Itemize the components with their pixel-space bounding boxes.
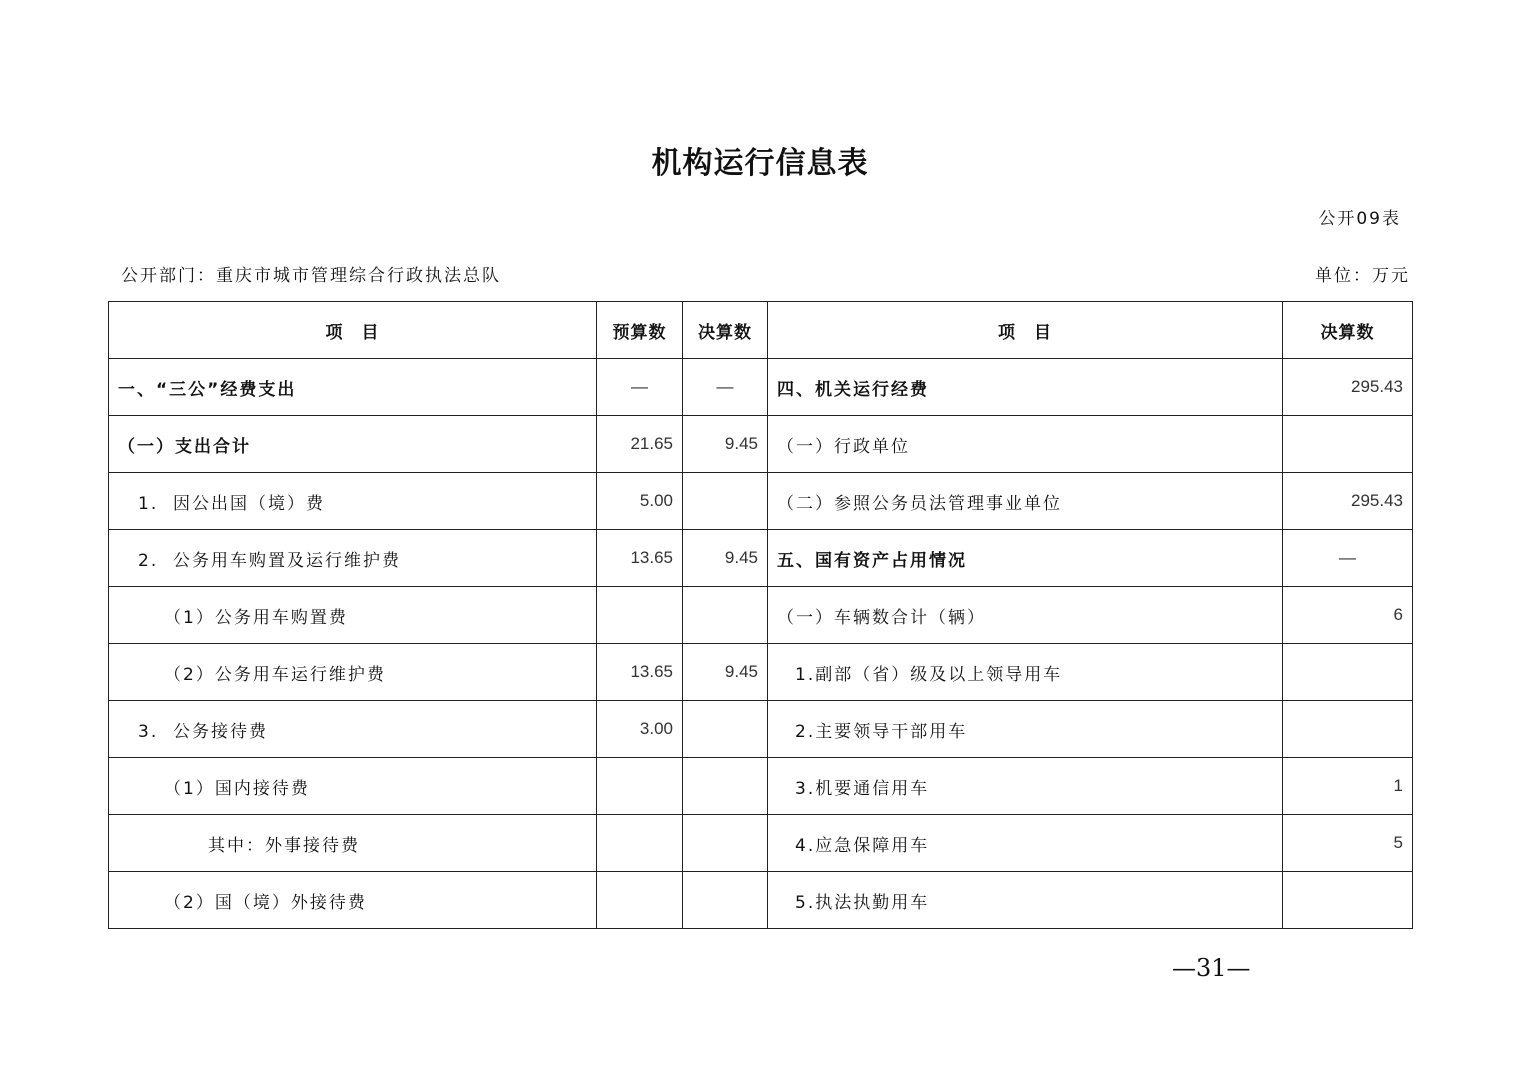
final-cell [683,587,768,644]
final-cell [683,701,768,758]
right-label: （一）行政单位 [768,416,1283,473]
row-label: （2）国（境）外接待费 [109,872,597,929]
right-label: 四、机关运行经费 [768,359,1283,416]
page-title: 机构运行信息表 [651,146,869,181]
final-cell: 9.45 [683,644,768,701]
header-final-left: 决算数 [683,302,768,359]
right-value-cell: 1 [1283,758,1413,815]
right-label: （二）参照公务员法管理事业单位 [768,473,1283,530]
budget-cell: 5.00 [597,473,683,530]
table-row [109,416,1413,473]
page-number: —31— [1172,954,1251,982]
right-value-cell: 295.43 [1283,473,1413,530]
row-label: （1）公务用车购置费 [109,587,597,644]
table-row [109,758,1413,815]
budget-cell [597,815,683,872]
row-label: （2）公务用车运行维护费 [109,644,597,701]
budget-cell: — [597,359,683,416]
row-label: 一、“三公”经费支出 [109,359,597,416]
final-cell [683,872,768,929]
table-row [109,587,1413,644]
right-label: 3.机要通信用车 [768,758,1283,815]
right-value-cell [1283,872,1413,929]
table-row [109,644,1413,701]
row-label: （1）国内接待费 [109,758,597,815]
right-value-cell [1283,416,1413,473]
table-row [109,701,1413,758]
final-cell: 9.45 [683,416,768,473]
final-cell: — [683,359,768,416]
row-label: 1. 因公出国（境）费 [109,473,597,530]
budget-cell: 21.65 [597,416,683,473]
budget-cell [597,872,683,929]
right-label: （一）车辆数合计（辆） [768,587,1283,644]
final-cell [683,815,768,872]
right-label: 5.执法执勤用车 [768,872,1283,929]
right-label: 2.主要领导干部用车 [768,701,1283,758]
unit-label: 单位：万元 [1315,266,1410,286]
right-value-cell: 6 [1283,587,1413,644]
header-right-item: 项 目 [768,302,1283,359]
header-final-right: 决算数 [1283,302,1413,359]
table-row [109,359,1413,416]
budget-cell [597,758,683,815]
row-label: （一）支出合计 [109,416,597,473]
department-label: 公开部门：重庆市城市管理综合行政执法总队 [121,266,501,286]
header-budget: 预算数 [597,302,683,359]
row-label: 3. 公务接待费 [109,701,597,758]
right-label: 4.应急保障用车 [768,815,1283,872]
info-table [108,301,1413,929]
row-label: 2. 公务用车购置及运行维护费 [109,530,597,587]
table-row [109,473,1413,530]
right-label: 五、国有资产占用情况 [768,530,1283,587]
table-row [109,530,1413,587]
budget-cell: 13.65 [597,530,683,587]
right-value-cell: — [1283,530,1413,587]
final-cell: 9.45 [683,530,768,587]
final-cell [683,758,768,815]
form-number: 公开09表 [1318,209,1401,229]
right-value-cell: 5 [1283,815,1413,872]
budget-cell: 13.65 [597,644,683,701]
right-value-cell: 295.43 [1283,359,1413,416]
budget-cell: 3.00 [597,701,683,758]
budget-cell [597,587,683,644]
table-row [109,815,1413,872]
final-cell [683,473,768,530]
row-label: 其中：外事接待费 [109,815,597,872]
table-header-row [109,302,1413,359]
right-value-cell [1283,701,1413,758]
right-label: 1.副部（省）级及以上领导用车 [768,644,1283,701]
right-value-cell [1283,644,1413,701]
header-left-item: 项 目 [109,302,597,359]
table-row [109,872,1413,929]
